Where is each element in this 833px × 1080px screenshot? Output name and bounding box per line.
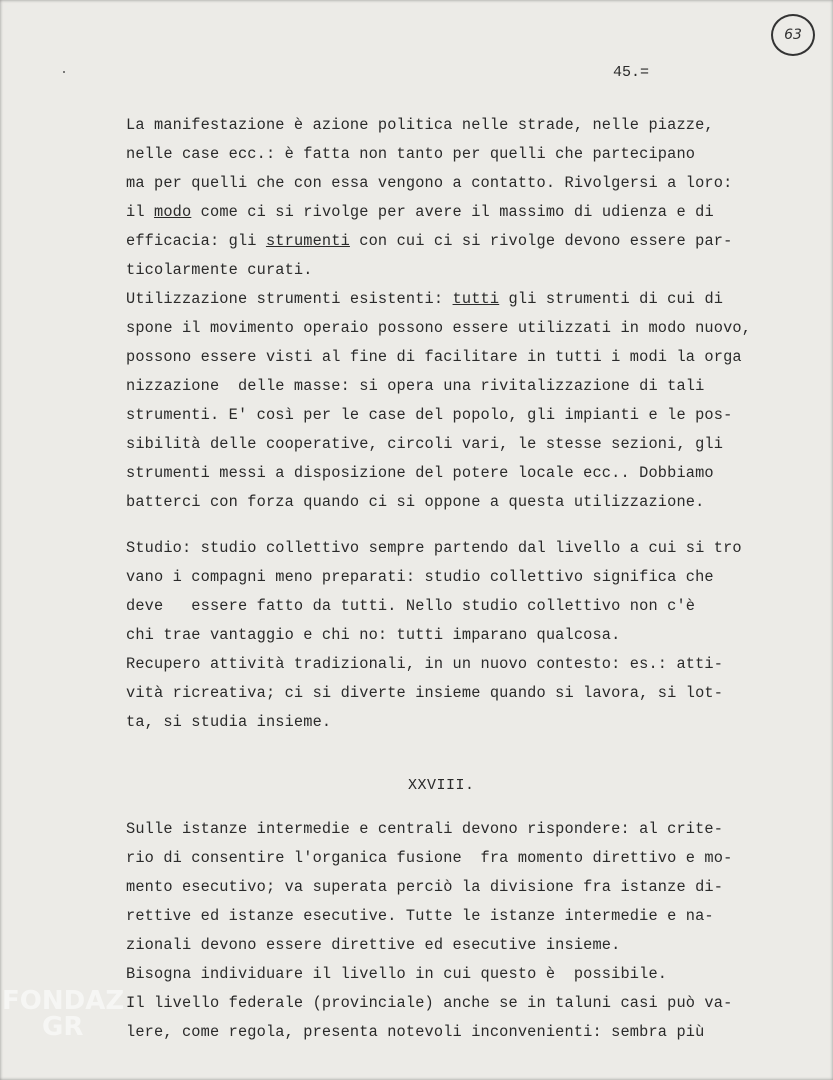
text-line: nizzazione delle masse: si opera una rivitalizzazione di tali <box>126 377 705 395</box>
text-line: La manifestazione è azione politica nelle strade, nelle piazze, <box>126 116 714 134</box>
text-line: efficacia: gli strumenti con cui ci si rivolge devono essere par- <box>126 232 733 250</box>
text-line: zionali devono essere direttive ed esecutive insieme. <box>126 936 621 954</box>
section-heading: XXVIII. <box>408 777 475 794</box>
text-line: chi trae vantaggio e chi no: tutti imparano qualcosa. <box>126 626 621 644</box>
text-line: vano i compagni meno preparati: studio collettivo significa che <box>126 568 714 586</box>
text-line: Il livello federale (provinciale) anche se in taluni casi può va- <box>126 994 733 1012</box>
underlined-word: tutti <box>452 290 500 308</box>
text-line: mento esecutivo; va superata perciò la divisione fra istanze di- <box>126 878 724 896</box>
speck <box>63 71 65 73</box>
page-number: 45.= <box>613 64 650 81</box>
text-line: spone il movimento operaio possono essere utilizzati in modo nuovo, <box>126 319 752 337</box>
text-line: ma per quelli che con essa vengono a contatto. Rivolgersi a loro: <box>126 174 733 192</box>
text-line: Utilizzazione strumenti esistenti: tutti gli strumenti di cui di <box>126 290 724 308</box>
underlined-word: modo <box>154 203 192 221</box>
text-line: Recupero attività tradizionali, in un nuovo contesto: es.: atti- <box>126 655 724 673</box>
text-line: il modo come ci si rivolge per avere il massimo di udienza e di <box>126 203 714 221</box>
watermark-logo: FONDAZ GR <box>2 986 125 1042</box>
text-line: Bisogna individuare il livello in cui questo è possibile. <box>126 965 668 983</box>
text-line: rio di consentire l'organica fusione fra momento direttivo e mo- <box>126 849 733 867</box>
underlined-word: strumenti <box>265 232 350 250</box>
paragraph-1 <box>126 111 766 517</box>
paragraph-3 <box>126 815 766 1047</box>
text-line: sibilità delle cooperative, circoli vari, le stesse sezioni, gli <box>126 435 724 453</box>
text-line: rettive ed istanze esecutive. Tutte le istanze intermedie e na- <box>126 907 714 925</box>
text-line: nelle case ecc.: è fatta non tanto per quelli che partecipano <box>126 145 696 163</box>
text-line: strumenti messi a disposizione del potere locale ecc.. Dobbiamo <box>126 464 714 482</box>
text-line: strumenti. E' così per le case del popolo, gli impianti e le pos- <box>126 406 733 424</box>
text-line: ta, si studia insieme. <box>126 713 332 731</box>
text-line: possono essere visti al fine di facilitare in tutti i modi la orga <box>126 348 742 366</box>
text-line: vità ricreativa; ci si diverte insieme quando si lavora, si lot- <box>126 684 724 702</box>
text-line: lere, come regola, presenta notevoli inconvenienti: sembra più <box>126 1023 705 1041</box>
text-line: batterci con forza quando ci si oppone a questa utilizzazione. <box>126 493 705 511</box>
text-line: deve essere fatto da tutti. Nello studio collettivo non c'è <box>126 597 696 615</box>
archive-stamp: 63 <box>771 14 815 56</box>
text-line: Sulle istanze intermedie e centrali devono rispondere: al crite- <box>126 820 724 838</box>
text-line: ticolarmente curati. <box>126 261 313 279</box>
paragraph-2 <box>126 534 766 737</box>
text-line: Studio: studio collettivo sempre partendo dal livello a cui si tro <box>126 539 742 557</box>
